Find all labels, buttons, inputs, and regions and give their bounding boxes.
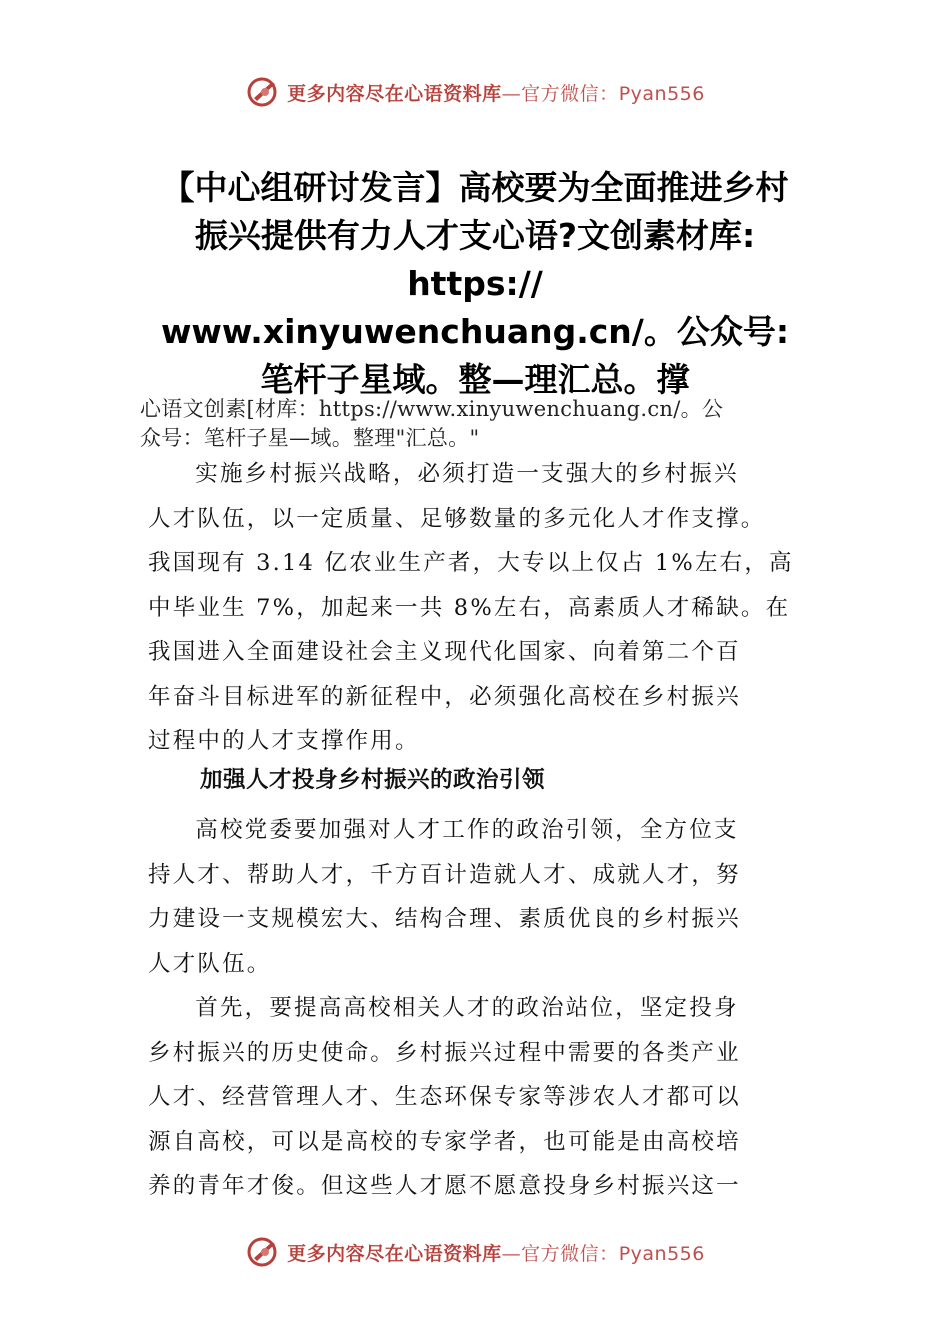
title-line: www.xinyuwenchuang.cn/。公众号: xyxy=(160,312,790,351)
paragraph-line: 中毕业生 7%，加起来一共 8%左右，高素质人才稀缺。在 xyxy=(148,594,791,621)
brand-logo-icon xyxy=(245,74,281,110)
banner-dash: — xyxy=(501,1242,522,1265)
paragraph-line: 过程中的人才支撑作用。 xyxy=(148,728,420,754)
paragraph-line: 持人才、帮助人才，千方百计造就人才、成就人才，努 xyxy=(148,861,741,888)
paragraph-intro xyxy=(148,452,808,764)
paragraph-line: 乡村振兴的历史使命。乡村振兴过程中需要的各类产业 xyxy=(148,1039,741,1066)
document-title xyxy=(130,164,820,404)
footer-banner xyxy=(0,1230,950,1274)
source-note xyxy=(140,395,830,453)
title-line: 笔杆子星域。整—理汇总。撑 xyxy=(260,360,690,399)
paragraph-line: 人才队伍。 xyxy=(148,950,272,977)
section-heading: 加强人才投身乡村振兴的政治引领 xyxy=(200,767,546,793)
paragraph-line: 首先，要提高高校相关人才的政治站位，坚定投身 xyxy=(195,995,739,1021)
paragraph-line: 人才、经营管理人才、生态环保专家等涉农人才都可以 xyxy=(148,1084,741,1110)
title-line: https:// xyxy=(407,264,543,303)
banner-brand: 更多内容尽在心语资料库 xyxy=(287,1242,502,1265)
paragraph-line: 我国现有 3.14 亿农业生产者，大专以上仅占 1%左右，高 xyxy=(148,550,794,576)
banner-account-label: 官方微信： xyxy=(521,1242,619,1265)
title-line: 【中心组研讨发言】高校要为全面推进乡村 xyxy=(161,168,789,207)
paragraph-line: 年奋斗目标进军的新征程中，必须强化高校在乡村振兴 xyxy=(148,683,741,710)
banner-account-id: Pyan556 xyxy=(618,82,705,105)
paragraph-line: 高校党委要加强对人才工作的政治引领，全方位支 xyxy=(195,817,739,843)
paragraph-line: 我国进入全面建设社会主义现代化国家、向着第二个百 xyxy=(148,639,741,665)
paragraph-line: 人才队伍，以一定质量、足够数量的多元化人才作支撑。 xyxy=(148,505,766,532)
paragraph-political-guidance xyxy=(148,808,808,986)
paragraph-line: 实施乡村振兴战略，必须打造一支强大的乡村振兴 xyxy=(195,461,739,487)
header-banner xyxy=(0,70,950,114)
paragraph-first-point xyxy=(148,986,808,1209)
banner-account-label: 官方微信： xyxy=(521,82,619,105)
header-banner-text xyxy=(287,79,705,106)
source-note-line: 心语文创素[材库：https://www.xinyuwenchuang.cn/。公 xyxy=(140,397,724,421)
banner-account-id: Pyan556 xyxy=(618,1242,705,1265)
footer-banner-text xyxy=(287,1239,705,1266)
paragraph-line: 养的青年才俊。但这些人才愿不愿意投身乡村振兴这一 xyxy=(148,1173,741,1199)
banner-dash: — xyxy=(501,82,522,105)
paragraph-line: 源自高校，可以是高校的专家学者，也可能是由高校培 xyxy=(148,1128,741,1155)
brand-logo-icon xyxy=(245,1234,281,1270)
banner-brand: 更多内容尽在心语资料库 xyxy=(287,82,502,105)
source-note-line: 众号：笔杆子星—域。整理"汇总。" xyxy=(140,426,480,450)
title-line: 振兴提供有力人才支心语?文创素材库: xyxy=(194,216,756,255)
paragraph-line: 力建设一支规模宏大、结构合理、素质优良的乡村振兴 xyxy=(148,906,741,932)
